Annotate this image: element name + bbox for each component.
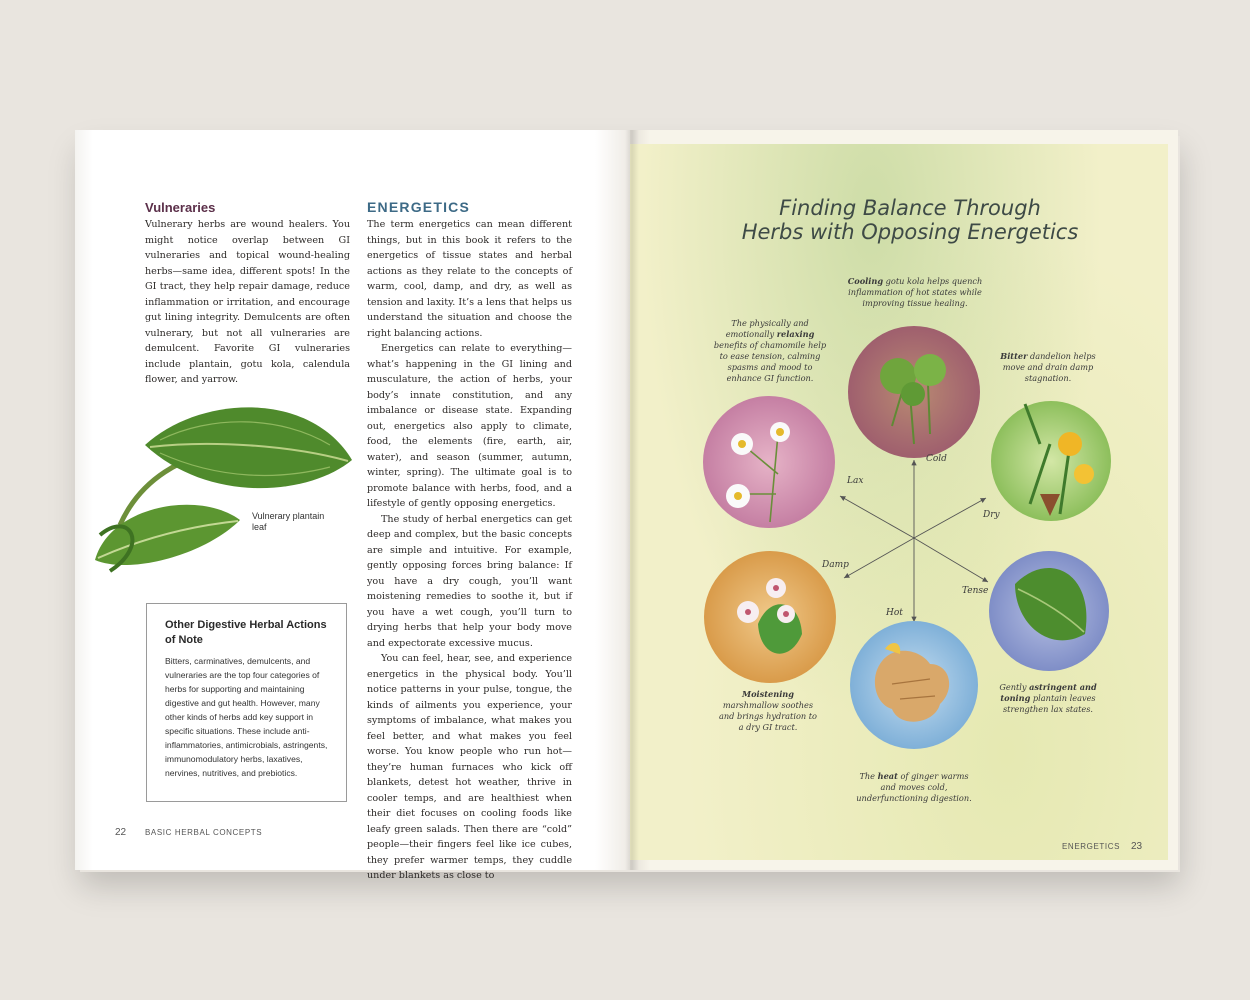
sidebar-note-box — [146, 603, 347, 802]
running-head-right: ENERGETICS — [1062, 842, 1121, 851]
caption-cooling-rest: gotu kola helps quench inflammation of hot states while improving tissue healing. — [848, 276, 983, 308]
energetics-heading: ENERGETICS — [367, 199, 471, 215]
plantain-medallion — [989, 551, 1109, 671]
caption-relaxing-pre: The physically and emotionally — [725, 318, 809, 339]
axis-label-lax: Lax — [847, 476, 864, 486]
energetics-diagram — [630, 144, 1168, 860]
axis-label-dry: Dry — [983, 510, 1000, 520]
vulneraries-text: Vulnerary herbs are wound healers. You might notice overlap between GI vulneraries and topical wound-healing herbs—same idea, different spots! In the GI tract, they help repair damage, reduce inflammation or irritation, and encourage gut lining integrity. Demulcents are often vulnerary, but not all vulneraries are demulcent. Favorite GI vulneraries include plantain, gotu kola, calendula flower, and yarrow. — [145, 219, 350, 385]
caption-heat-pre: The — [859, 771, 878, 781]
caption-relaxing-bold: relaxing — [776, 329, 815, 339]
note-title: Other Digestive Herbal Actions of Note — [165, 619, 327, 646]
caption-relaxing — [712, 318, 828, 384]
plantain-leaf-icon — [90, 385, 360, 585]
title-line-2: Herbs with Opposing Energetics — [741, 220, 1079, 244]
book-gutter — [625, 130, 639, 870]
running-head-left: BASIC HERBAL CONCEPTS — [145, 828, 263, 837]
caption-relaxing-rest: benefits of chamomile help to ease tension, calming spasms and mood to enhance GI function. — [713, 340, 827, 383]
ginger-medallion — [850, 621, 978, 749]
caption-moistening — [718, 689, 818, 733]
caption-heat-rest: of ginger warms and moves cold, underfunctioning digestion. — [856, 771, 972, 803]
energetics-paragraph: You can feel, hear, see, and experience energetics in the physical body. You’ll notice patterns in your pulse, tongue, the kinds of ailments you experience, your symptoms of imbalance, what makes you feel better, and what makes you feel worse. You know people who run hot—they’re human furnaces who kick off blankets, detest hot weather, thrive in cooler temps, and are healthiest when their diet focuses on cooling foods like leafy green salads. Then there are “cold” people—their fingers feel like ice cubes, they prefer warmer temps, they cuddle under blankets as close to — [367, 653, 572, 881]
dandelion-medallion — [991, 401, 1111, 521]
energetics-paragraph: The term energetics can mean different things, but in this book it refers to the energetics of tissue states and herbal actions as they relate to the concepts of warm, cool, damp, and dry, as well as tension and laxity. It’s a lens that helps us understand the situation and choose the right balancing actions. — [367, 219, 572, 339]
caption-heat — [854, 771, 974, 804]
caption-astringent-bold: astringent and toning — [1000, 682, 1097, 703]
caption-bitter-rest: dandelion helps move and drain damp stagnation. — [1002, 351, 1096, 383]
axis-label-cold: Cold — [926, 454, 947, 464]
gotu-kola-medallion — [848, 326, 980, 458]
page-number-left: 22 — [115, 827, 127, 838]
caption-bitter — [1000, 351, 1096, 384]
energetics-paragraph: Energetics can relate to everything—what’s happening in the GI lining and musculature, the action of herbs, your body’s innate constitution, and any imbalance or disease state. Expanding out, energetics also apply to climate, food, the elements (fire, earth, air, water), and season (summer, autumn, winter, spring). The ultimate goal is to promote balance with herbs, food, and a lifestyle of gently opposing energetics. — [367, 343, 572, 509]
axis-label-hot: Hot — [886, 608, 903, 618]
axis-label-damp: Damp — [822, 560, 849, 570]
caption-moistening-rest: marshmallow soothes and brings hydration to a dry GI tract. — [719, 700, 817, 732]
note-body: Bitters, carminatives, demulcents, and vulneraries are the top four categories of herbs for supporting and maintaining digestive and gut health. However, many other kinds of herbs add key support in specific situations. These include anti-inflammatories, antimicrobials, astringents, immunomodulatory herbs, laxatives, nervines, nutritives, and prebiotics. — [165, 656, 328, 778]
caption-astringent-rest: plantain leaves strengthen lax states. — [1002, 693, 1096, 714]
caption-heat-bold: heat — [877, 771, 898, 781]
caption-moistening-bold: Moistening — [742, 689, 794, 699]
title-line-1: Finding Balance Through — [779, 196, 1041, 220]
caption-astringent-pre: Gently — [999, 682, 1030, 692]
caption-bitter-bold: Bitter — [1000, 351, 1028, 361]
energetics-paragraph: The study of herbal energetics can get deep and complex, but the basic concepts are simple and intuitive. For example, gently opposing forces bring balance: If you have a dry cough, you’ll want moistening remedies to soothe it, but if you have a wet cough, you’ll turn to drying herbs that help your body move and expectorate excessive mucus. — [367, 513, 572, 649]
caption-cooling-bold: Cooling — [847, 276, 884, 286]
plantain-leaf-illustration — [90, 385, 360, 585]
axis-label-tense: Tense — [962, 586, 989, 596]
caption-astringent — [995, 682, 1101, 715]
left-page — [75, 130, 630, 881]
marshmallow-medallion — [704, 551, 836, 683]
right-page — [630, 130, 1178, 870]
leaf-caption: Vulnerary plantain leaf — [252, 511, 325, 532]
infographic-panel — [630, 144, 1168, 860]
chamomile-medallion — [703, 396, 835, 528]
caption-cooling — [840, 276, 990, 309]
vulneraries-heading: Vulneraries — [145, 200, 216, 215]
page-number-right: 23 — [1131, 841, 1143, 852]
energetics-column — [367, 217, 572, 884]
